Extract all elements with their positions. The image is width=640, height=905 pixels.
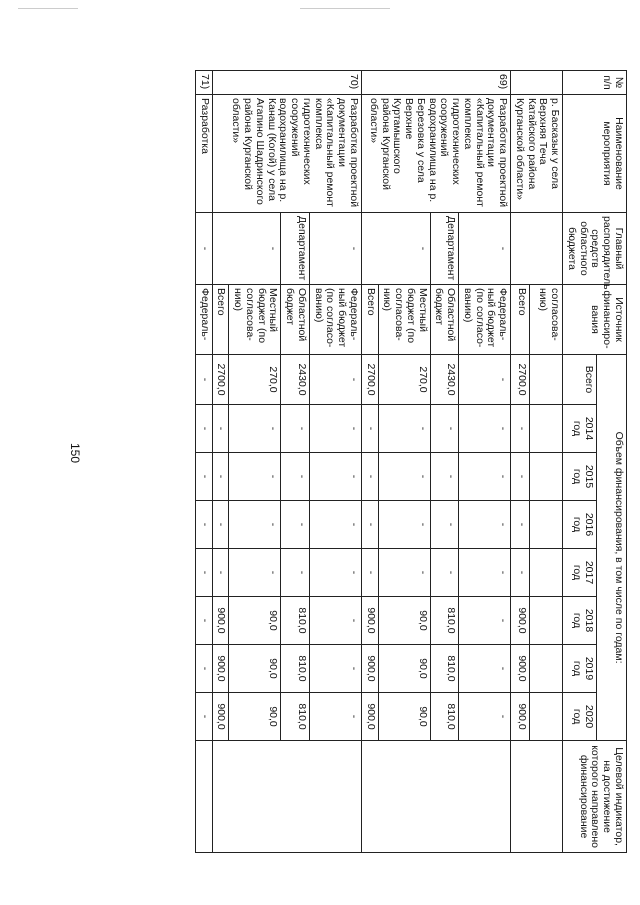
cell-2020: 900,0 xyxy=(511,693,530,741)
cell-2019: 810,0 xyxy=(430,645,459,693)
table-body xyxy=(196,71,563,853)
cell-total: 270,0 xyxy=(229,355,281,405)
cell-2014: - xyxy=(212,405,229,453)
cell-2017: - xyxy=(281,549,310,597)
cell-manager: - xyxy=(310,213,362,285)
cell-2016: - xyxy=(310,501,362,549)
cell-total: 270,0 xyxy=(378,355,430,405)
cell-2014: - xyxy=(229,405,281,453)
header-year-2015: 2015 год xyxy=(563,453,597,501)
cell-2015: - xyxy=(459,453,511,501)
cell-2014: - xyxy=(196,405,213,453)
cell-name: р. Басказык у села Верхняя Теча Катайского района Курганской области» xyxy=(511,95,563,213)
cell-2018: 90,0 xyxy=(229,597,281,645)
cell-2016 xyxy=(530,501,563,549)
cell-2016: - xyxy=(459,501,511,549)
cell-total: 2700,0 xyxy=(511,355,530,405)
cell-2018: 900,0 xyxy=(362,597,379,645)
cell-2015: - xyxy=(310,453,362,501)
table-row xyxy=(310,71,362,853)
cell-2020: 90,0 xyxy=(378,693,430,741)
cell-2018: - xyxy=(310,597,362,645)
cell-2016: - xyxy=(229,501,281,549)
cell-source: Федераль-ный бюджет (по согласо-ванию) xyxy=(459,285,511,355)
header-year-2014: 2014 год xyxy=(563,405,597,453)
cell-indicator xyxy=(212,741,361,853)
cell-2016: - xyxy=(362,501,379,549)
cell-2017: - xyxy=(511,549,530,597)
scan-artifact-top-right xyxy=(300,8,390,9)
cell-name: Разработка проектной документации «Капитальный ремонт комплекса гидротехнических сооружений водохранилища на р. Березовка у села Верхние Куртамышского района Курганской области» xyxy=(362,95,511,213)
cell-2019: 900,0 xyxy=(212,645,229,693)
cell-2019 xyxy=(530,645,563,693)
cell-2019: 810,0 xyxy=(281,645,310,693)
cell-2020: 810,0 xyxy=(430,693,459,741)
cell-source: Областной бюджет xyxy=(430,285,459,355)
cell-2018: 810,0 xyxy=(281,597,310,645)
header-year-2017: 2017 год xyxy=(563,549,597,597)
cell-2017: - xyxy=(196,549,213,597)
cell-2015: - xyxy=(511,453,530,501)
cell-total: 2700,0 xyxy=(362,355,379,405)
cell-2020: 90,0 xyxy=(229,693,281,741)
cell-2019: - xyxy=(196,645,213,693)
cell-source: Всего xyxy=(212,285,229,355)
cell-2014: - xyxy=(511,405,530,453)
cell-2015: - xyxy=(378,453,430,501)
header-name: Наименование мероприятия xyxy=(563,95,627,213)
cell-manager: - xyxy=(459,213,511,285)
cell-total xyxy=(530,355,563,405)
cell-manager xyxy=(511,213,563,285)
cell-2017: - xyxy=(459,549,511,597)
cell-2014: - xyxy=(362,405,379,453)
cell-num: 70) xyxy=(212,71,361,95)
rotated-table-container xyxy=(117,70,627,850)
cell-indicator xyxy=(362,741,511,853)
cell-2016: - xyxy=(196,501,213,549)
cell-2020: - xyxy=(310,693,362,741)
header-volume-group: Объем финансирования, в том числе по годам: xyxy=(597,355,627,741)
cell-total: 2430,0 xyxy=(430,355,459,405)
cell-source: Федераль- xyxy=(196,285,213,355)
cell-2015: - xyxy=(229,453,281,501)
cell-2018 xyxy=(530,597,563,645)
cell-2014: - xyxy=(430,405,459,453)
cell-2016: - xyxy=(511,501,530,549)
cell-2015: - xyxy=(281,453,310,501)
cell-num: 71) xyxy=(196,71,213,95)
cell-total: 2700,0 xyxy=(212,355,229,405)
cell-2017: - xyxy=(212,549,229,597)
cell-2020: - xyxy=(459,693,511,741)
page-number: 150 xyxy=(68,442,82,464)
scan-artifact-top-left xyxy=(18,8,78,9)
cell-2018: 900,0 xyxy=(212,597,229,645)
cell-2019: 90,0 xyxy=(229,645,281,693)
cell-2016: - xyxy=(212,501,229,549)
cell-source: Местный бюджет (по согласова-нию) xyxy=(378,285,430,355)
cell-source: Всего xyxy=(511,285,530,355)
cell-total: - xyxy=(196,355,213,405)
cell-2015: - xyxy=(212,453,229,501)
cell-2018: 900,0 xyxy=(511,597,530,645)
cell-2020: 900,0 xyxy=(212,693,229,741)
cell-2017: - xyxy=(310,549,362,597)
header-year-2018: 2018 год xyxy=(563,597,597,645)
cell-2017: - xyxy=(430,549,459,597)
cell-2019: 90,0 xyxy=(378,645,430,693)
cell-2020: 810,0 xyxy=(281,693,310,741)
cell-manager: Департамент xyxy=(430,213,459,285)
cell-2019: - xyxy=(310,645,362,693)
cell-manager: Департамент xyxy=(281,213,310,285)
cell-num xyxy=(511,71,563,95)
header-year-2020: 2020 год xyxy=(563,693,597,741)
table-row xyxy=(459,71,511,853)
cell-name: Разработка проектной документации «Капитальный ремонт комплекса гидротехнических сооружений водохранилища на р. Канаш (Когой) у села Агапино Шадринского района Курганской области» xyxy=(212,95,361,213)
financing-table xyxy=(195,70,627,853)
cell-2019: 900,0 xyxy=(511,645,530,693)
header-source: Источник финансиро-вания xyxy=(563,285,627,355)
cell-total: 2430,0 xyxy=(281,355,310,405)
cell-indicator xyxy=(511,741,563,853)
cell-2015: - xyxy=(362,453,379,501)
table-row xyxy=(530,71,563,853)
header-year-2016: 2016 год xyxy=(563,501,597,549)
cell-2020: 900,0 xyxy=(362,693,379,741)
cell-2018: - xyxy=(196,597,213,645)
cell-2014: - xyxy=(378,405,430,453)
cell-2016: - xyxy=(378,501,430,549)
header-manager: Главный распорядитель средств областного бюджета xyxy=(563,213,627,285)
cell-2018: 90,0 xyxy=(378,597,430,645)
cell-2014: - xyxy=(310,405,362,453)
cell-2014: - xyxy=(459,405,511,453)
cell-2015 xyxy=(530,453,563,501)
cell-source: Областной бюджет xyxy=(281,285,310,355)
cell-2017 xyxy=(530,549,563,597)
cell-2014: - xyxy=(281,405,310,453)
header-total: Всего xyxy=(563,355,597,405)
cell-name: Разработка xyxy=(196,95,213,213)
cell-2017: - xyxy=(229,549,281,597)
cell-indicator xyxy=(196,741,213,853)
cell-total: - xyxy=(459,355,511,405)
cell-2020 xyxy=(530,693,563,741)
cell-2014 xyxy=(530,405,563,453)
cell-total: - xyxy=(310,355,362,405)
cell-2016: - xyxy=(430,501,459,549)
cell-2019: - xyxy=(459,645,511,693)
cell-source: согласова-нию) xyxy=(530,285,563,355)
cell-2017: - xyxy=(378,549,430,597)
cell-2018: 810,0 xyxy=(430,597,459,645)
cell-source: Местный бюджет (по согласова-нию) xyxy=(229,285,281,355)
cell-2019: 900,0 xyxy=(362,645,379,693)
cell-2018: - xyxy=(459,597,511,645)
cell-manager: - xyxy=(196,213,213,285)
cell-2020: - xyxy=(196,693,213,741)
cell-source: Всего xyxy=(362,285,379,355)
header-indicator: Целевой индикатор, на достижение которого направлено финансирование xyxy=(563,741,627,853)
cell-2017: - xyxy=(362,549,379,597)
cell-2015: - xyxy=(430,453,459,501)
table-row xyxy=(196,71,213,853)
header-num: № п/п xyxy=(563,71,627,95)
cell-2016: - xyxy=(281,501,310,549)
cell-2015: - xyxy=(196,453,213,501)
header-year-2019: 2019 год xyxy=(563,645,597,693)
cell-source: Федераль-ный бюджет (по согласо-ванию) xyxy=(310,285,362,355)
cell-manager: - xyxy=(212,213,281,285)
cell-manager: - xyxy=(362,213,431,285)
cell-num: 69) xyxy=(362,71,511,95)
